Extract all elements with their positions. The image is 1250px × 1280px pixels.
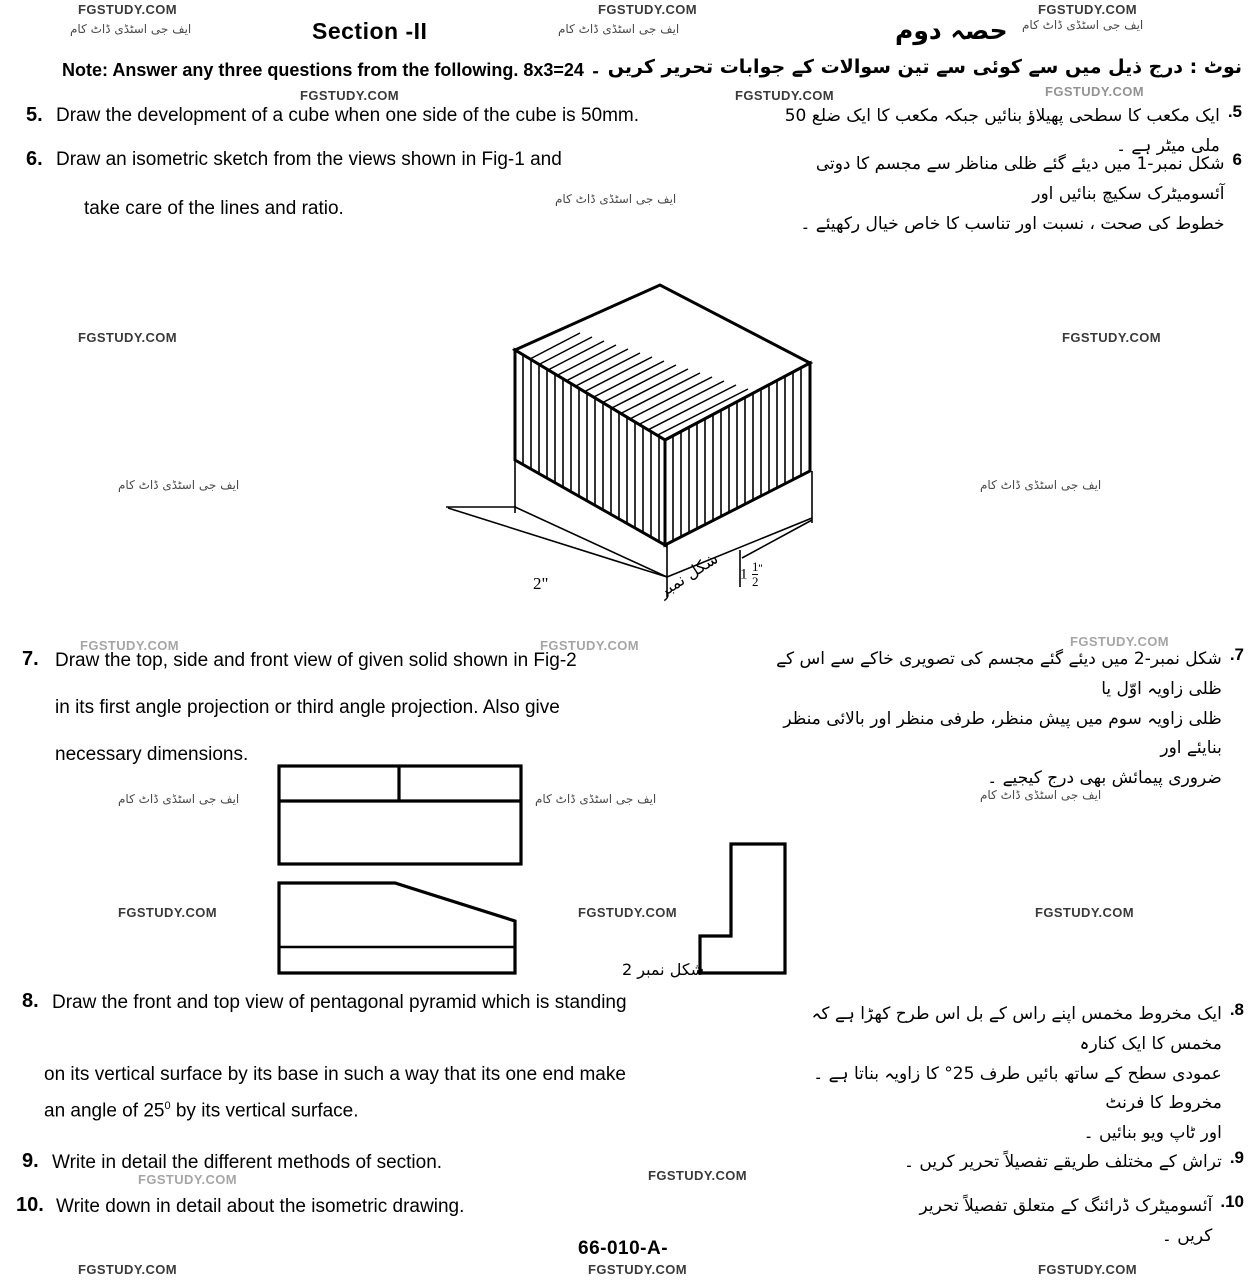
watermark-english: FGSTUDY.COM	[1070, 634, 1170, 649]
question-7-urdu-line-2: ظلی زاویہ سوم میں پیش منظر، طرفی منظر اور بالائی منظر بنایئے اور	[783, 708, 1222, 759]
watermark-urdu: ایف جی اسٹڈی ڈاٹ کام	[1022, 18, 1144, 32]
question-8-urdu-number: .8	[1229, 1000, 1244, 1019]
question-8-angle-prefix: an angle of	[44, 1100, 144, 1122]
question-8-urdu-line-3: اور ٹاپ ویو بنائیں ۔	[1083, 1123, 1222, 1143]
width-numerator: 1	[751, 559, 759, 574]
question-6-line-1: Draw an isometric sketch from the views shown in Fig-1 and	[56, 149, 562, 170]
question-6-line-2: take care of the lines and ratio.	[84, 198, 344, 219]
question-9-line-1: Write in detail the different methods of section.	[52, 1152, 443, 1173]
question-8-urdu-line-1: ایک مخروط مخمس اپنے راس کے بل اس طرح کھڑا ہے کہ مخمس کا ایک کنارہ	[811, 1004, 1222, 1054]
watermark-urdu: ایف جی اسٹڈی ڈاٹ کام	[118, 478, 240, 492]
width-whole-number: 1	[740, 566, 748, 583]
question-number-8: 8.	[22, 990, 39, 1012]
watermark-english: FGSTUDY.COM	[578, 905, 678, 920]
question-7-line-1: Draw the top, side and front view of given solid shown in Fig-2	[55, 650, 577, 671]
question-7-urdu-number: .7	[1229, 645, 1244, 664]
question-8-angle-value: 25	[143, 1100, 165, 1122]
watermark-urdu: ایف جی اسٹڈی ڈاٹ کام	[980, 788, 1102, 802]
question-7-line-2: in its first angle projection or third angle projection. Also give	[55, 697, 560, 718]
watermark-english: FGSTUDY.COM	[648, 1168, 748, 1183]
urdu-part-heading: حصہ دوم	[895, 16, 1008, 45]
question-number-7: 7.	[22, 648, 39, 670]
watermark-english: FGSTUDY.COM	[1045, 84, 1145, 99]
figure-1-label: شکل نمبر	[655, 548, 722, 601]
note-english: Note: Answer any three questions from the following. 8x3=24	[62, 60, 584, 80]
figure-2-side-view	[690, 838, 820, 980]
watermark-english: FGSTUDY.COM	[78, 2, 178, 17]
note-urdu: نوٹ : درج ذیل میں سے کوئی سے تین سوالات کے جوابات تحریر کریں ۔	[590, 56, 1242, 78]
question-8-degree-symbol: 0	[164, 1100, 171, 1112]
question-7-urdu-line-1: شکل نمبر-2 میں دیئے گئے مجسم کی تصویری خاکے سے اس کے ظلی زاویہ اوّل یا	[776, 649, 1222, 699]
watermark-urdu: ایف جی اسٹڈی ڈاٹ کام	[118, 792, 240, 806]
question-6-urdu	[760, 150, 1242, 239]
question-8-line-2: on its vertical surface by its base in such a way that its one end make	[44, 1064, 626, 1085]
footer-paper-code: 66-010-A-	[578, 1238, 669, 1259]
question-9-urdu-line-1: تراش کے مختلف طریقے تفصیلاً تحریر کریں ۔	[904, 1152, 1222, 1172]
question-number-6: 6.	[26, 148, 43, 170]
watermark-english: FGSTUDY.COM	[1038, 1262, 1138, 1277]
question-8-line-3	[44, 1100, 359, 1122]
question-6-urdu-number: 6	[1232, 150, 1242, 169]
question-10-line-1: Write down in detail about the isometric drawing.	[56, 1196, 465, 1217]
question-7-line-3: necessary dimensions.	[55, 744, 249, 765]
figure-2-label: شکل نمبر 2	[622, 960, 705, 979]
figure-1-length-dimension: 2"	[533, 574, 549, 593]
watermark-urdu: ایف جی اسٹڈی ڈاٹ کام	[980, 478, 1102, 492]
watermark-urdu: ایف جی اسٹڈی ڈاٹ کام	[555, 192, 677, 206]
question-9-urdu-number: .9	[1229, 1148, 1244, 1167]
watermark-english: FGSTUDY.COM	[138, 1172, 238, 1187]
question-10-urdu-line-1: آئسومیٹرک ڈرائنگ کے متعلق تفصیلاً تحریر کریں ۔	[919, 1196, 1213, 1246]
question-7-urdu-line-3: ضروری پیمائش بھی درج کیجیے ۔	[987, 768, 1222, 788]
figure-2-top-view	[275, 760, 535, 870]
question-8-urdu	[760, 1000, 1244, 1149]
watermark-english: FGSTUDY.COM	[540, 638, 640, 653]
question-7-urdu	[748, 645, 1244, 794]
watermark-english: FGSTUDY.COM	[118, 905, 218, 920]
question-10-urdu-number: .10	[1220, 1192, 1244, 1211]
question-5-urdu-number: .5	[1227, 102, 1242, 121]
page-title: Section -II	[312, 18, 428, 44]
figure-1-width-dimension	[740, 560, 762, 588]
question-number-10: 10.	[16, 1194, 44, 1216]
question-6-urdu-line-2: خطوط کی صحت ، نسبت اور تناسب کا خاص خیال رکھیئے ۔	[800, 213, 1225, 234]
watermark-english: FGSTUDY.COM	[1038, 2, 1138, 17]
watermark-english: FGSTUDY.COM	[1062, 330, 1162, 345]
question-8-urdu-line-2: عمودی سطح کے ساتھ بائیں طرف 25° کا زاویہ بناتا ہے ۔ مخروط کا فرنٹ	[813, 1063, 1222, 1114]
watermark-english: FGSTUDY.COM	[598, 2, 698, 17]
watermark-english: FGSTUDY.COM	[735, 88, 835, 103]
question-10-urdu	[890, 1192, 1244, 1252]
watermark-urdu: ایف جی اسٹڈی ڈاٹ کام	[558, 22, 680, 36]
watermark-english: FGSTUDY.COM	[78, 330, 178, 345]
question-number-5: 5.	[26, 104, 43, 126]
watermark-english: FGSTUDY.COM	[300, 88, 400, 103]
watermark-english: FGSTUDY.COM	[78, 1262, 178, 1277]
watermark-urdu: ایف جی اسٹڈی ڈاٹ کام	[70, 22, 192, 36]
question-8-angle-suffix: by its vertical surface.	[170, 1100, 359, 1122]
watermark-english: FGSTUDY.COM	[80, 638, 180, 653]
question-number-9: 9.	[22, 1150, 39, 1172]
width-unit: "	[758, 563, 763, 576]
question-6-urdu-line-1: شکل نمبر-1 میں دیئے گئے ظلی مناظر سے مجسم کا دوتی آئسومیٹرک سکیچ بنائیں اور	[815, 154, 1225, 204]
watermark-urdu: ایف جی اسٹڈی ڈاٹ کام	[535, 792, 657, 806]
front-view-outline	[279, 883, 515, 973]
watermark-english: FGSTUDY.COM	[1035, 905, 1135, 920]
question-5-urdu-line-1: ایک مکعب کا سطحی پھیلاؤ بنائیں جبکہ مکعب کا ایک ضلع 50 ملی میٹر ہے ۔	[784, 106, 1220, 156]
width-denominator: 2	[751, 573, 759, 589]
question-8-line-1: Draw the front and top view of pentagonal pyramid which is standing	[52, 992, 627, 1013]
figure-2-front-view	[275, 875, 535, 980]
question-5-line-1: Draw the development of a cube when one side of the cube is 50mm.	[56, 105, 640, 126]
question-9-urdu	[890, 1148, 1244, 1178]
side-view-l-shape-outline	[700, 844, 785, 973]
watermark-english: FGSTUDY.COM	[588, 1262, 688, 1277]
